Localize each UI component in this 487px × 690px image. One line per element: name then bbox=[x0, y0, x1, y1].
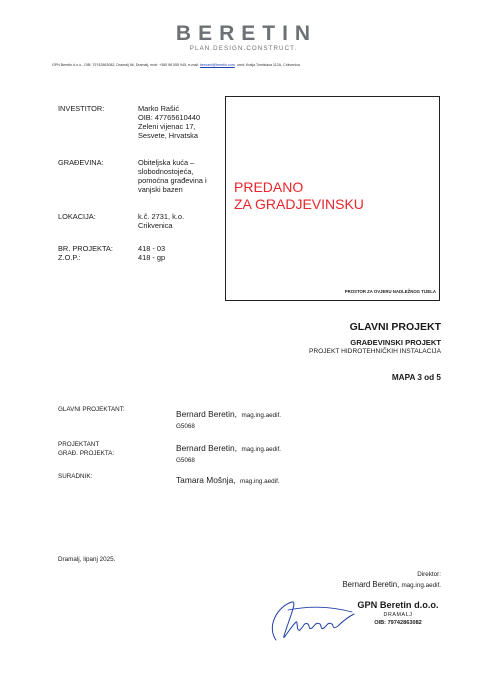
stamp-caption: PROSTOR ZA OVJERU NADLEŽNOG TIJELA bbox=[344, 289, 436, 294]
investitor-address-2: Sesvete, Hrvatska bbox=[138, 131, 198, 140]
project-title: GLAVNI PROJEKT bbox=[349, 321, 441, 333]
lokacija-value bbox=[138, 212, 184, 230]
company-name: GPN Beretin d.o.o. bbox=[357, 600, 439, 610]
lokacija-label: LOKACIJA: bbox=[58, 212, 96, 221]
gradevina-line-1: Obiteljska kuća – bbox=[138, 158, 195, 167]
glavni-projektant-value bbox=[176, 404, 281, 431]
company-place: DRAMALJ bbox=[383, 612, 413, 618]
company-logo: BERETIN bbox=[175, 22, 318, 45]
contact-line bbox=[52, 63, 452, 67]
director-label: Direktor: bbox=[417, 571, 441, 578]
gradevina-label: GRAĐEVINA: bbox=[58, 158, 104, 167]
glavni-projektant-label: GLAVNI PROJEKTANT: bbox=[58, 406, 125, 413]
projektant-label bbox=[58, 440, 114, 458]
gradevina-value bbox=[138, 158, 207, 194]
lokacija-line-2: Crikvenica bbox=[138, 221, 173, 230]
company-stamp bbox=[350, 600, 446, 626]
glavni-projektant-title: mag.ing.aedif. bbox=[241, 412, 282, 419]
signature bbox=[258, 596, 358, 646]
lokacija-line-1: k.č. 2731, k.o. bbox=[138, 212, 185, 221]
projektant-title: mag.ing.aedif. bbox=[241, 446, 282, 453]
br-projekta-label: BR. PROJEKTA: bbox=[58, 244, 113, 253]
glavni-projektant-reg: G5068 bbox=[176, 423, 195, 430]
projektant-label-2: GRAĐ. PROJEKTA: bbox=[58, 450, 115, 457]
mapa-number: MAPA 3 od 5 bbox=[391, 373, 441, 382]
investitor-value bbox=[138, 104, 200, 140]
suradnik-value bbox=[176, 470, 280, 488]
suradnik-title: mag.ing.aedif. bbox=[240, 478, 280, 485]
project-subtitle: GRAĐEVINSKI PROJEKT bbox=[350, 338, 441, 347]
company-tagline: PLAN.DESIGN.CONSTRUCT. bbox=[189, 45, 298, 52]
director-name-line bbox=[342, 580, 441, 589]
br-projekta-value: 418 - 03 bbox=[138, 244, 166, 253]
company-oib: OIB: 79742863082 bbox=[374, 620, 422, 626]
investitor-label: INVESTITOR: bbox=[58, 104, 105, 113]
stamp-line-2: ZA GRADJEVINSKU bbox=[234, 196, 364, 212]
submitted-stamp bbox=[234, 179, 364, 213]
projektant-label-1: PROJEKTANT bbox=[58, 441, 100, 448]
suradnik-label: SURADNIK: bbox=[58, 473, 93, 480]
project-subsubtitle: PROJEKT HIDROTEHNIČKIH INSTALACIJA bbox=[308, 348, 441, 355]
zop-label: Z.O.P.: bbox=[58, 253, 81, 262]
contact-suffix: , ured: Kralja Tomislava 112A, Crikvenica bbox=[234, 63, 300, 67]
investitor-name: Marko Rašić bbox=[138, 104, 180, 113]
gradevina-line-2: slobodnostojeća, bbox=[138, 167, 194, 176]
zop-value: 418 - gp bbox=[138, 253, 166, 262]
investitor-oib: OIB: 47765610440 bbox=[138, 113, 201, 122]
contact-email-link[interactable]: bernard@beretin.com bbox=[199, 63, 235, 67]
investitor-address-1: Zeleni vijenac 17, bbox=[138, 122, 196, 131]
projektant-value bbox=[176, 438, 281, 465]
director-title: mag.ing.aedif. bbox=[401, 582, 441, 589]
gradevina-line-4: vanjski bazen bbox=[138, 185, 183, 194]
projektant-reg: G5068 bbox=[176, 457, 195, 464]
suradnik-name: Tamara Mošnja, bbox=[176, 475, 236, 485]
contact-prefix: GPN Beretin d.o.o., OIB: 79742863082, Dramalj 66, Dramalj, mob: +385 98 555 945, e-mail: bbox=[52, 63, 200, 67]
director-name: Bernard Beretin, bbox=[342, 580, 400, 589]
gradevina-line-3: pomoćna građevina i bbox=[138, 176, 207, 185]
stamp-line-1: PREDANO bbox=[234, 179, 304, 195]
projektant-name: Bernard Beretin, bbox=[176, 443, 237, 453]
glavni-projektant-name: Bernard Beretin, bbox=[176, 409, 237, 419]
place-date: Dramalj, lipanj 2025. bbox=[58, 556, 116, 563]
